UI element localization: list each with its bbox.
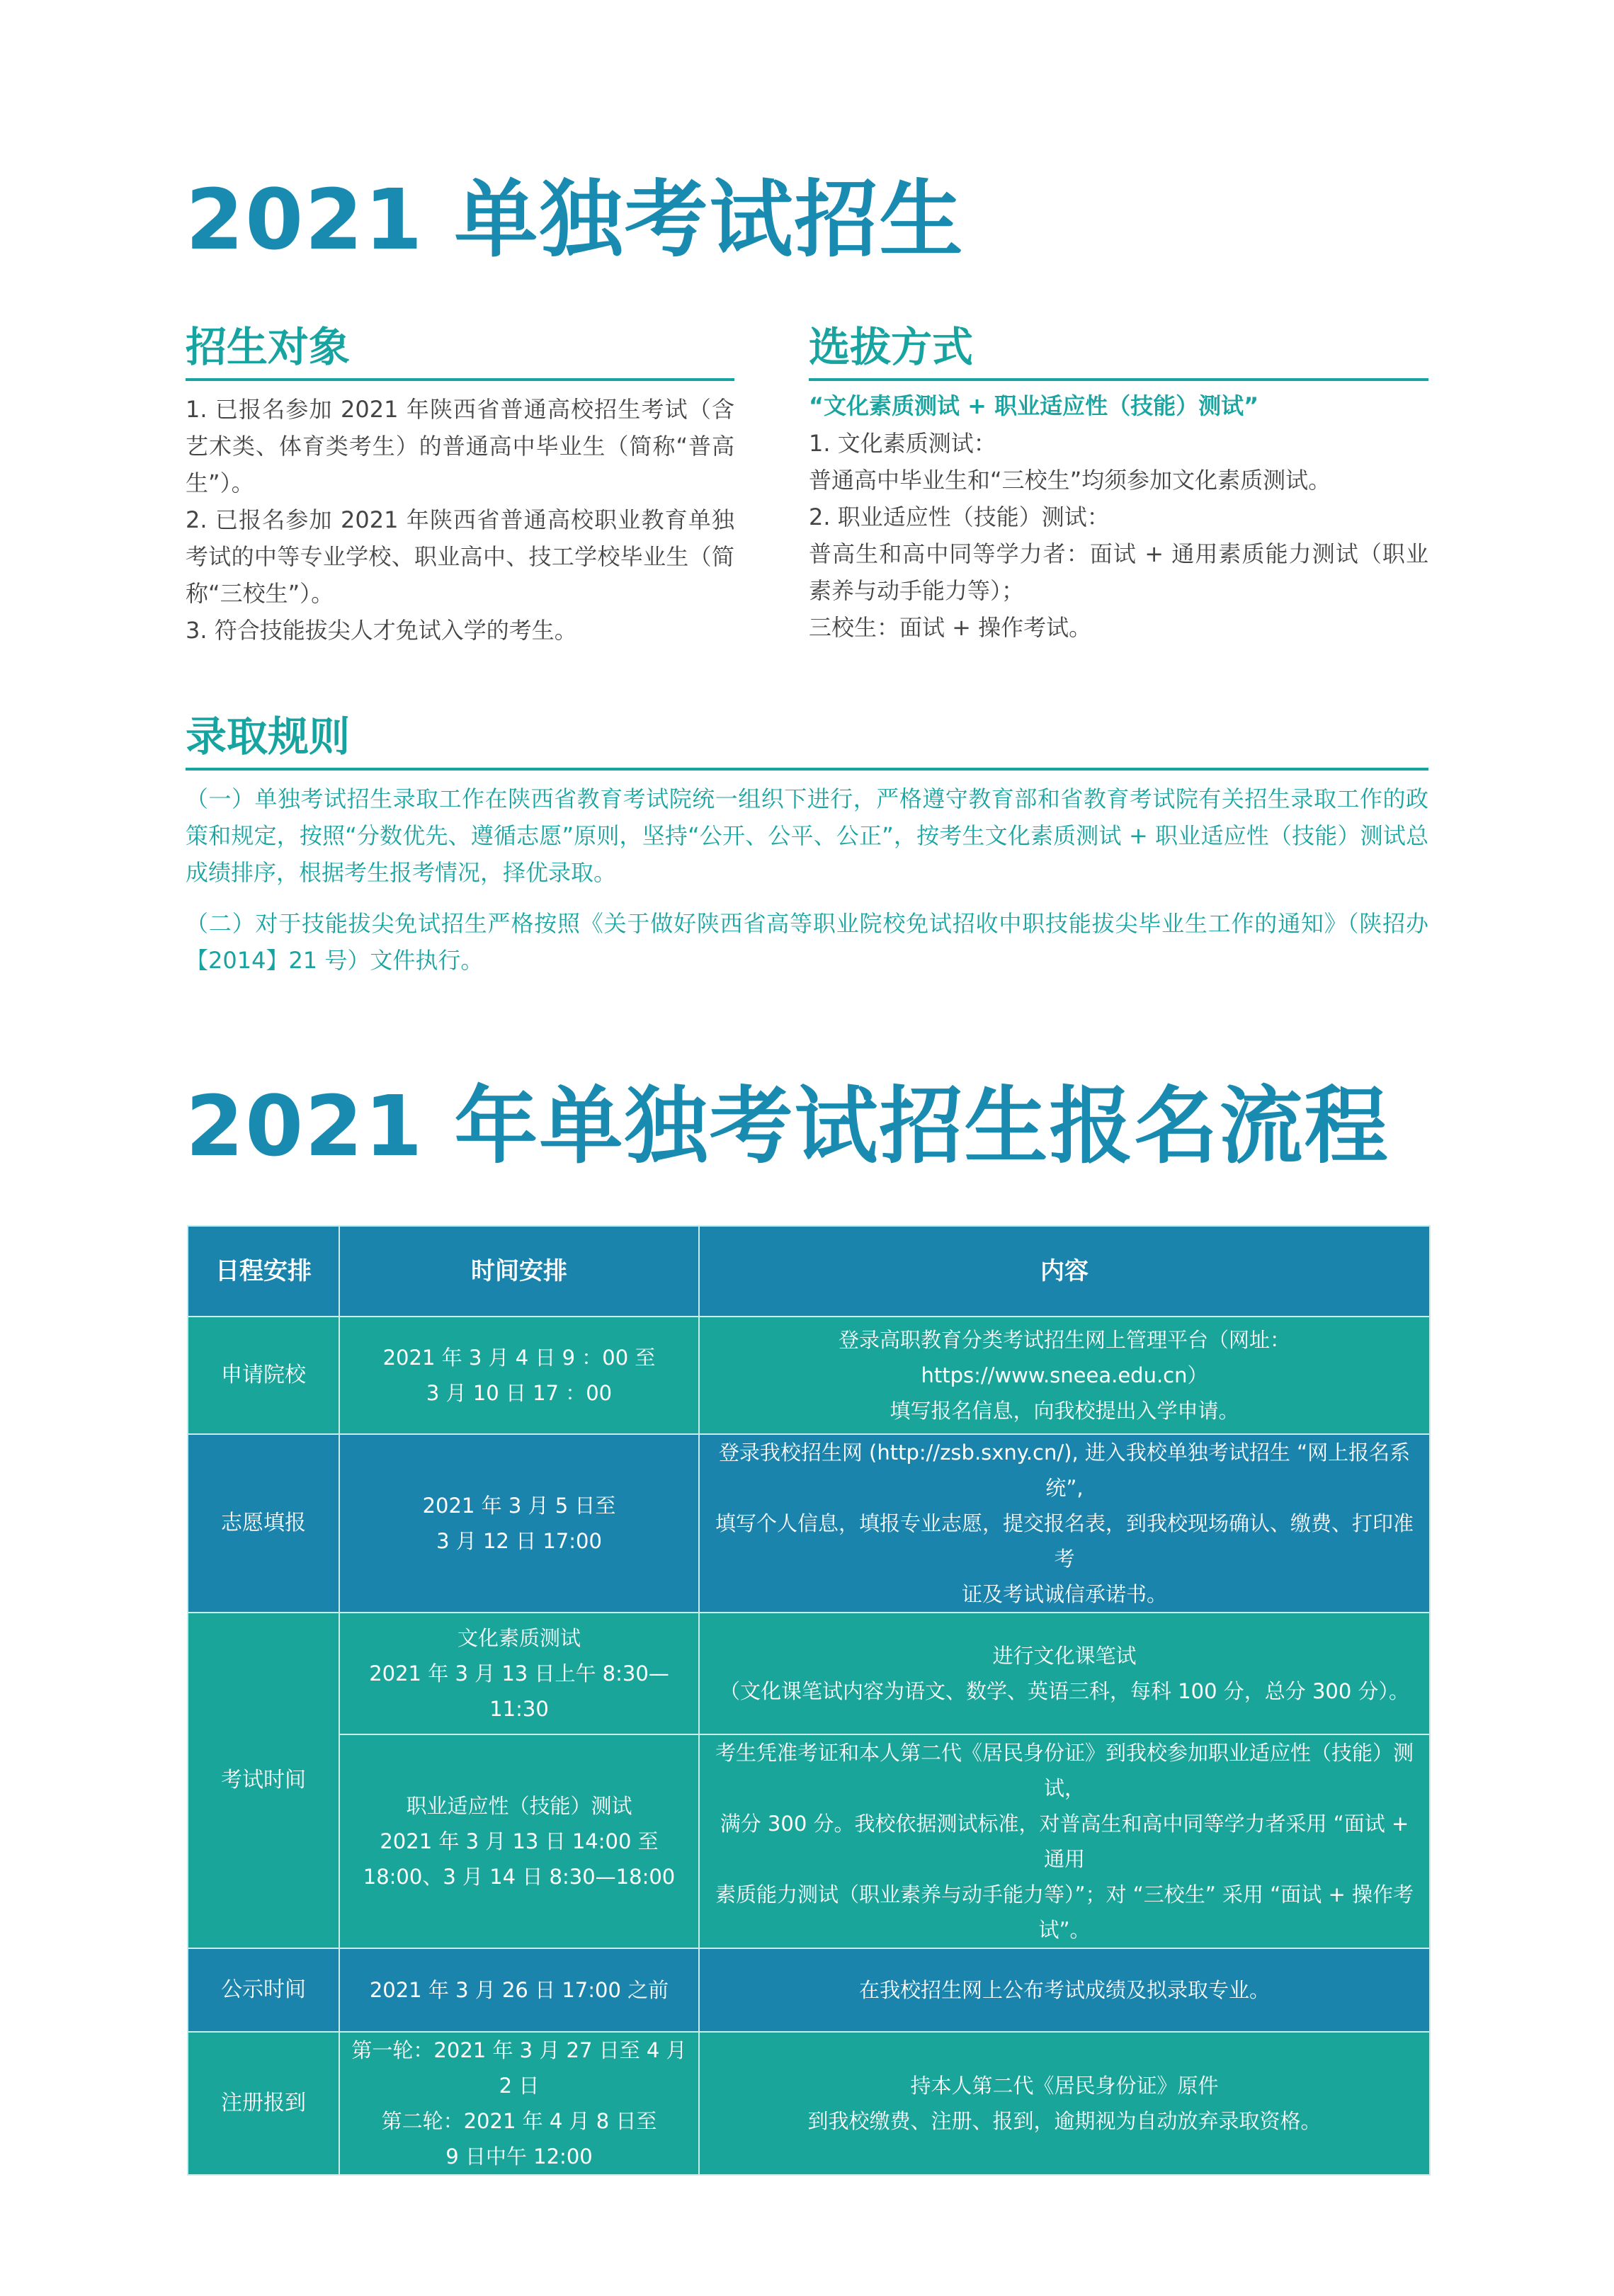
selection-method-heading: 选拔方式 xyxy=(809,319,1428,381)
row-content xyxy=(699,1948,1430,2032)
admission-rules-section xyxy=(186,708,1428,993)
time-line: 2021 年 3 月 26 日 17:00 之前 xyxy=(369,1978,669,2002)
header-content: 内容 xyxy=(699,1226,1430,1317)
content-line: 填写报名信息，向我校提出入学申请。 xyxy=(890,1399,1239,1423)
row-label: 公示时间 xyxy=(188,1948,339,2032)
row-content xyxy=(699,1734,1430,1948)
selection-method-subheading: “文化素质测试 + 职业适应性（技能）测试” xyxy=(809,392,1259,419)
header-schedule: 日程安排 xyxy=(188,1226,339,1317)
time-line: 9 日中午 12:00 xyxy=(445,2144,593,2169)
time-line: 2021 年 3 月 4 日 9 ：00 至 xyxy=(382,1346,656,1370)
time-line: 3 月 10 日 17 ：00 xyxy=(426,1381,613,1405)
content-line: 满分 300 分。我校依据测试标准，对普高生和高中同等学力者采用 “面试 + 通用 xyxy=(720,1812,1409,1871)
table-row-volunteer xyxy=(188,1434,1430,1613)
target-item: 2. 已报名参加 2021 年陕西省普通高校职业教育单独考试的中等专业学校、职业高中、技工学校毕业生（简称“三校生”）。 xyxy=(186,506,734,607)
time-line: 第二轮：2021 年 4 月 8 日至 xyxy=(381,2109,657,2133)
row-label: 志愿填报 xyxy=(188,1434,339,1613)
time-line: 18:00、3 月 14 日 8:30—18:00 xyxy=(363,1865,676,1889)
header-time: 时间安排 xyxy=(339,1226,699,1317)
registration-process-title: 2021 年单独考试招生报名流程 xyxy=(186,1077,1389,1175)
method-line: 普通高中毕业生和“三校生”均须参加文化素质测试。 xyxy=(809,467,1331,494)
row-content xyxy=(699,1613,1430,1734)
time-line: 3 月 12 日 17:00 xyxy=(436,1529,602,1553)
time-line: 2021 年 3 月 13 日上午 8:30—11:30 xyxy=(369,1661,669,1721)
admission-rules-heading: 录取规则 xyxy=(186,708,1428,771)
time-line: 职业适应性（技能）测试 xyxy=(406,1794,632,1818)
content-line: 考生凭准考证和本人第二代《居民身份证》到我校参加职业适应性（技能）测试， xyxy=(715,1741,1414,1800)
row-label: 考试时间 xyxy=(188,1613,339,1948)
rules-paragraph: （一）单独考试招生录取工作在陕西省教育考试院统一组织下进行，严格遵守教育部和省教育考试院有关招生录取工作的政策和规定，按照“分数优先、遵循志愿”原则，坚持“公开、公平、公正”，按考生文化素质测试 + 职业适应性（技能）测试总成绩排序，根据考生报考情况，择优录取。 xyxy=(186,785,1428,886)
target-item: 3. 符合技能拔尖人才免试入学的考生。 xyxy=(186,617,577,644)
time-line: 文化素质测试 xyxy=(457,1626,581,1650)
content-line: 登录我校招生网 (http://zsb.sxny.cn/), 进入我校单独考试招生 “网上报名系统”, xyxy=(718,1440,1411,1500)
enrollment-target-section xyxy=(186,319,734,649)
row-time xyxy=(339,1613,699,1734)
content-line: 登录高职教育分类考试招生网上管理平台（网址：https://www.sneea.edu.cn） xyxy=(838,1328,1290,1387)
row-time xyxy=(339,1317,699,1434)
content-line: （文化课笔试内容为语文、数学、英语三科，每科 100 分，总分 300 分）。 xyxy=(719,1679,1410,1703)
row-content xyxy=(699,1434,1430,1613)
target-item: 1. 已报名参加 2021 年陕西省普通高校招生考试（含艺术类、体育类考生）的普通高中毕业生（简称“普高生”）。 xyxy=(186,396,734,496)
single-exam-title: 2021 单独考试招生 xyxy=(186,171,965,268)
row-time xyxy=(339,2032,699,2175)
rules-paragraph: （二）对于技能拔尖免试招生严格按照《关于做好陕西省高等职业院校免试招收中职技能拔尖毕业生工作的通知》（陕招办【2014】21 号）文件执行。 xyxy=(186,910,1428,974)
content-line: 在我校招生网上公布考试成绩及拟录取专业。 xyxy=(858,1978,1270,2002)
content-line: 持本人第二代《居民身份证》原件 xyxy=(910,2074,1219,2098)
time-line: 2021 年 3 月 5 日至 xyxy=(422,1494,616,1518)
method-line: 1. 文化素质测试： xyxy=(809,430,996,457)
row-content xyxy=(699,2032,1430,2175)
content-line: 证及考试诚信承诺书。 xyxy=(961,1582,1167,1606)
table-row-exam-culture xyxy=(188,1613,1430,1734)
row-label: 注册报到 xyxy=(188,2032,339,2175)
table-row-apply xyxy=(188,1317,1430,1434)
enrollment-target-heading: 招生对象 xyxy=(186,319,734,381)
content-line: 到我校缴费、注册、报到，逾期视为自动放弃录取资格。 xyxy=(807,2109,1322,2133)
content-line: 填写个人信息，填报专业志愿，提交报名表，到我校现场确认、缴费、打印准考 xyxy=(715,1511,1414,1571)
selection-method-list xyxy=(809,425,1428,646)
table-row-register xyxy=(188,2032,1430,2175)
method-line: 普高生和高中同等学力者：面试 + 通用素质能力测试（职业素养与动手能力等）； xyxy=(809,540,1428,604)
row-label: 申请院校 xyxy=(188,1317,339,1434)
content-line: 素质能力测试（职业素养与动手能力等）”；对 “三校生” 采用 “面试 + 操作考试”。 xyxy=(715,1882,1414,1942)
time-line: 2021 年 3 月 13 日 14:00 至 xyxy=(380,1829,659,1853)
schedule-table xyxy=(187,1225,1431,2176)
table-header-row xyxy=(188,1226,1430,1317)
table-row-publicity xyxy=(188,1948,1430,2032)
method-line: 三校生：面试 + 操作考试。 xyxy=(809,614,1092,641)
row-content xyxy=(699,1317,1430,1434)
selection-method-section xyxy=(809,319,1428,646)
row-time xyxy=(339,1434,699,1613)
time-line: 第一轮：2021 年 3 月 27 日至 4 月 2 日 xyxy=(351,2038,687,2098)
row-time xyxy=(339,1948,699,2032)
row-time xyxy=(339,1734,699,1948)
table-row-exam-skill xyxy=(188,1734,1430,1948)
admission-rules-text xyxy=(186,780,1428,979)
enrollment-target-list xyxy=(186,391,734,649)
content-line: 进行文化课笔试 xyxy=(992,1644,1137,1668)
method-line: 2. 职业适应性（技能）测试： xyxy=(809,504,1110,530)
